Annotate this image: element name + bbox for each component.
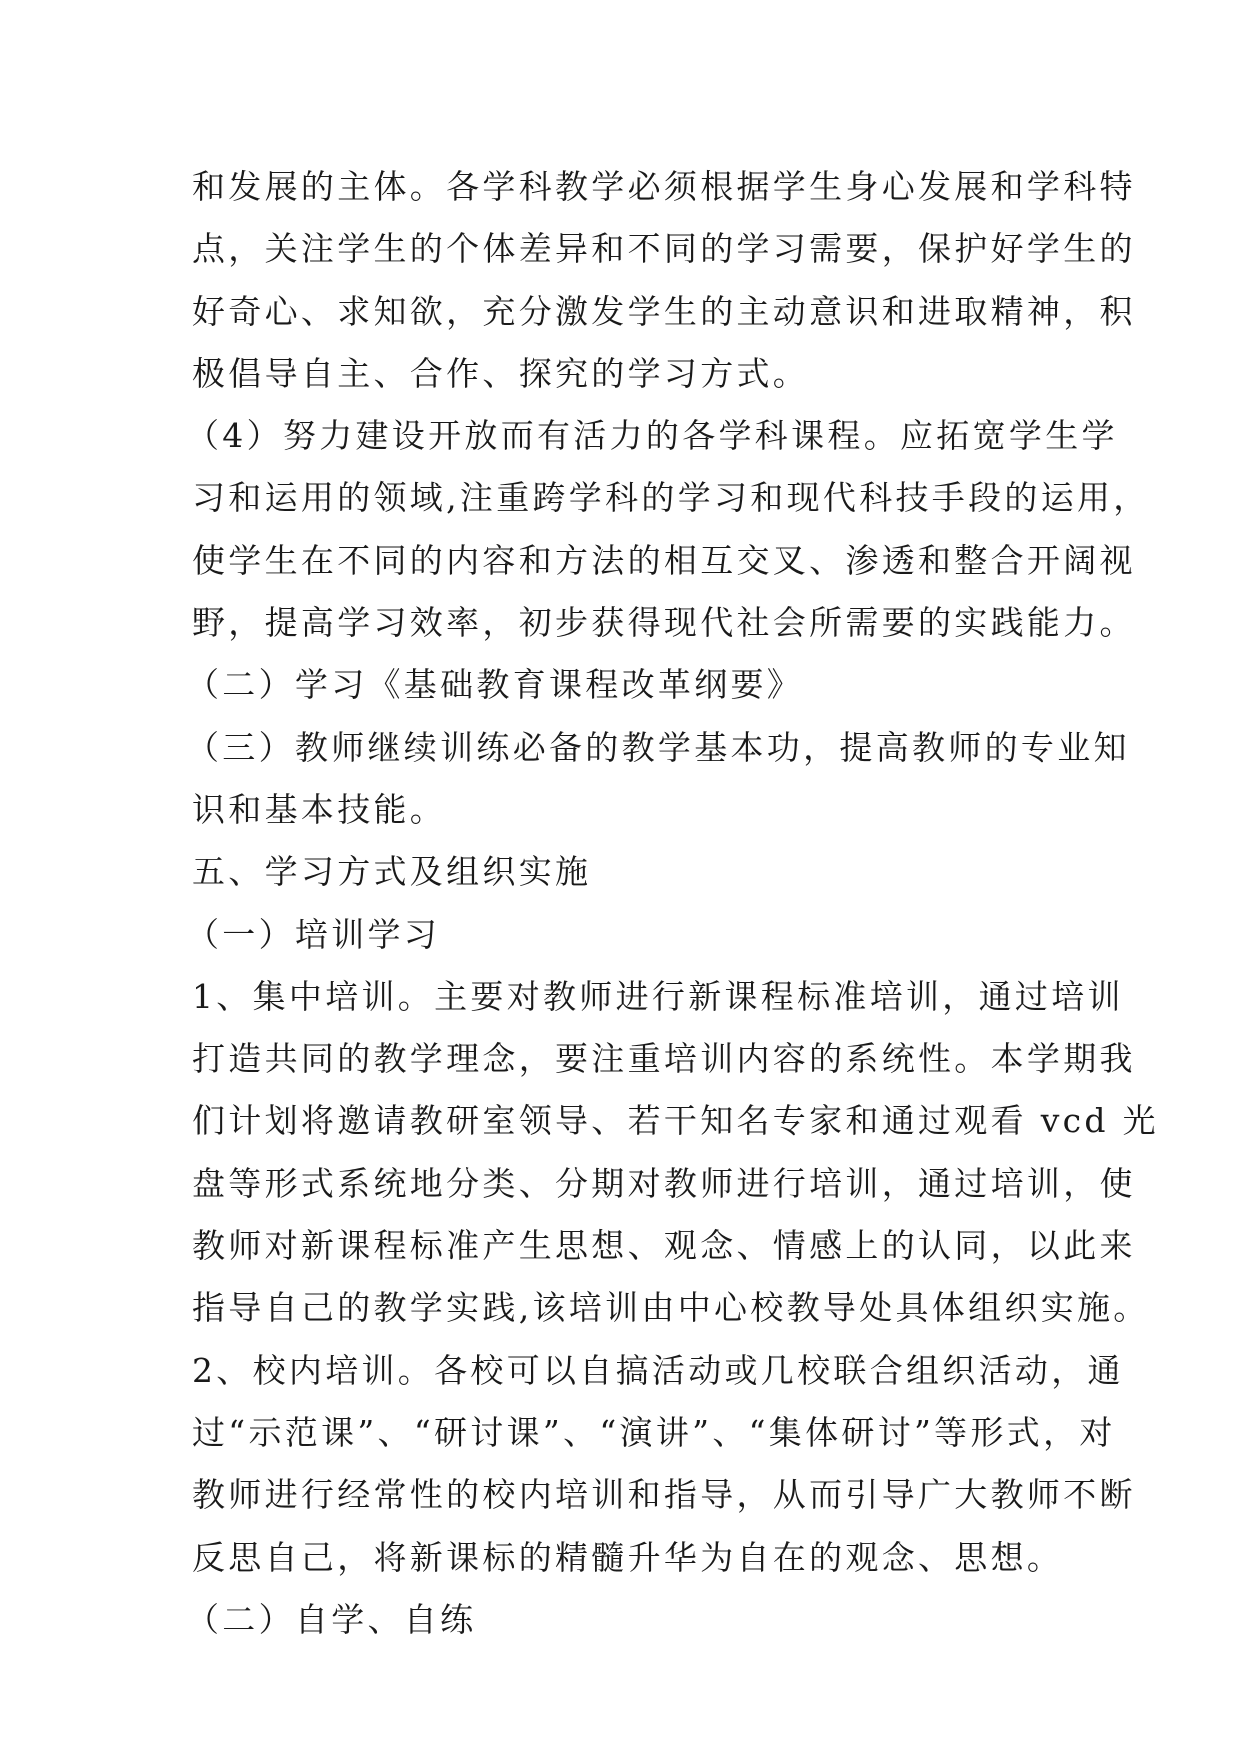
text-line: 打造共同的教学理念，要注重培训内容的系统性。本学期我: [192, 1039, 1136, 1079]
section-heading: （二）自学、自练: [186, 1599, 477, 1639]
text-line: 点，关注学生的个体差异和不同的学习需要，保护好学生的: [192, 229, 1136, 269]
text-line: 和发展的主体。各学科教学必须根据学生身心发展和学科特: [192, 167, 1136, 206]
text-line: 野，提高学习效率，初步获得现代社会所需要的实践能力。: [192, 603, 1136, 643]
text-line: 反思自己，将新课标的精髓升华为自在的观念、思想。: [192, 1537, 1064, 1577]
text-line: （4）努力建设开放而有活力的各学科课程。应拓宽学生学: [186, 416, 1118, 456]
text-line: 盘等形式系统地分类、分期对教师进行培训，通过培训，使: [192, 1163, 1136, 1203]
section-heading: 五、学习方式及组织实施: [192, 852, 592, 892]
section-heading: （三）教师继续训练必备的教学基本功，提高教师的专业知: [186, 727, 1130, 767]
section-heading: （一）培训学习: [186, 914, 441, 954]
text-line: 习和运用的领域,注重跨学科的学习和现代科技手段的运用，: [192, 478, 1150, 518]
text-line: 1、集中培训。主要对教师进行新课程标准培训，通过培训: [192, 976, 1124, 1016]
text-line: 过“示范课”、“研讨课”、“演讲”、“集体研讨”等形式，对: [192, 1412, 1116, 1452]
text-line: 好奇心、求知欲，充分激发学生的主动意识和进取精神，积: [192, 291, 1136, 331]
text-line: 们计划将邀请教研室领导、若干知名专家和通过观看 vcd 光: [192, 1101, 1159, 1141]
text-line: 2、校内培训。各校可以自搞活动或几校联合组织活动，通: [192, 1350, 1124, 1390]
text-line: 极倡导自主、合作、探究的学习方式。: [192, 353, 810, 393]
text-line: 指导自己的教学实践,该培训由中心校教导处具体组织实施。: [192, 1288, 1150, 1328]
text-line: 教师进行经常性的校内培训和指导，从而引导广大教师不断: [192, 1475, 1136, 1515]
text-line: 使学生在不同的内容和方法的相互交叉、渗透和整合开阔视: [192, 540, 1136, 580]
section-heading: （二）学习《基础教育课程改革纲要》: [186, 665, 804, 705]
text-line: 识和基本技能。: [192, 789, 447, 829]
document-body: [186, 156, 1159, 1651]
text-line: 教师对新课程标准产生思想、观念、情感上的认同，以此来: [192, 1226, 1136, 1266]
